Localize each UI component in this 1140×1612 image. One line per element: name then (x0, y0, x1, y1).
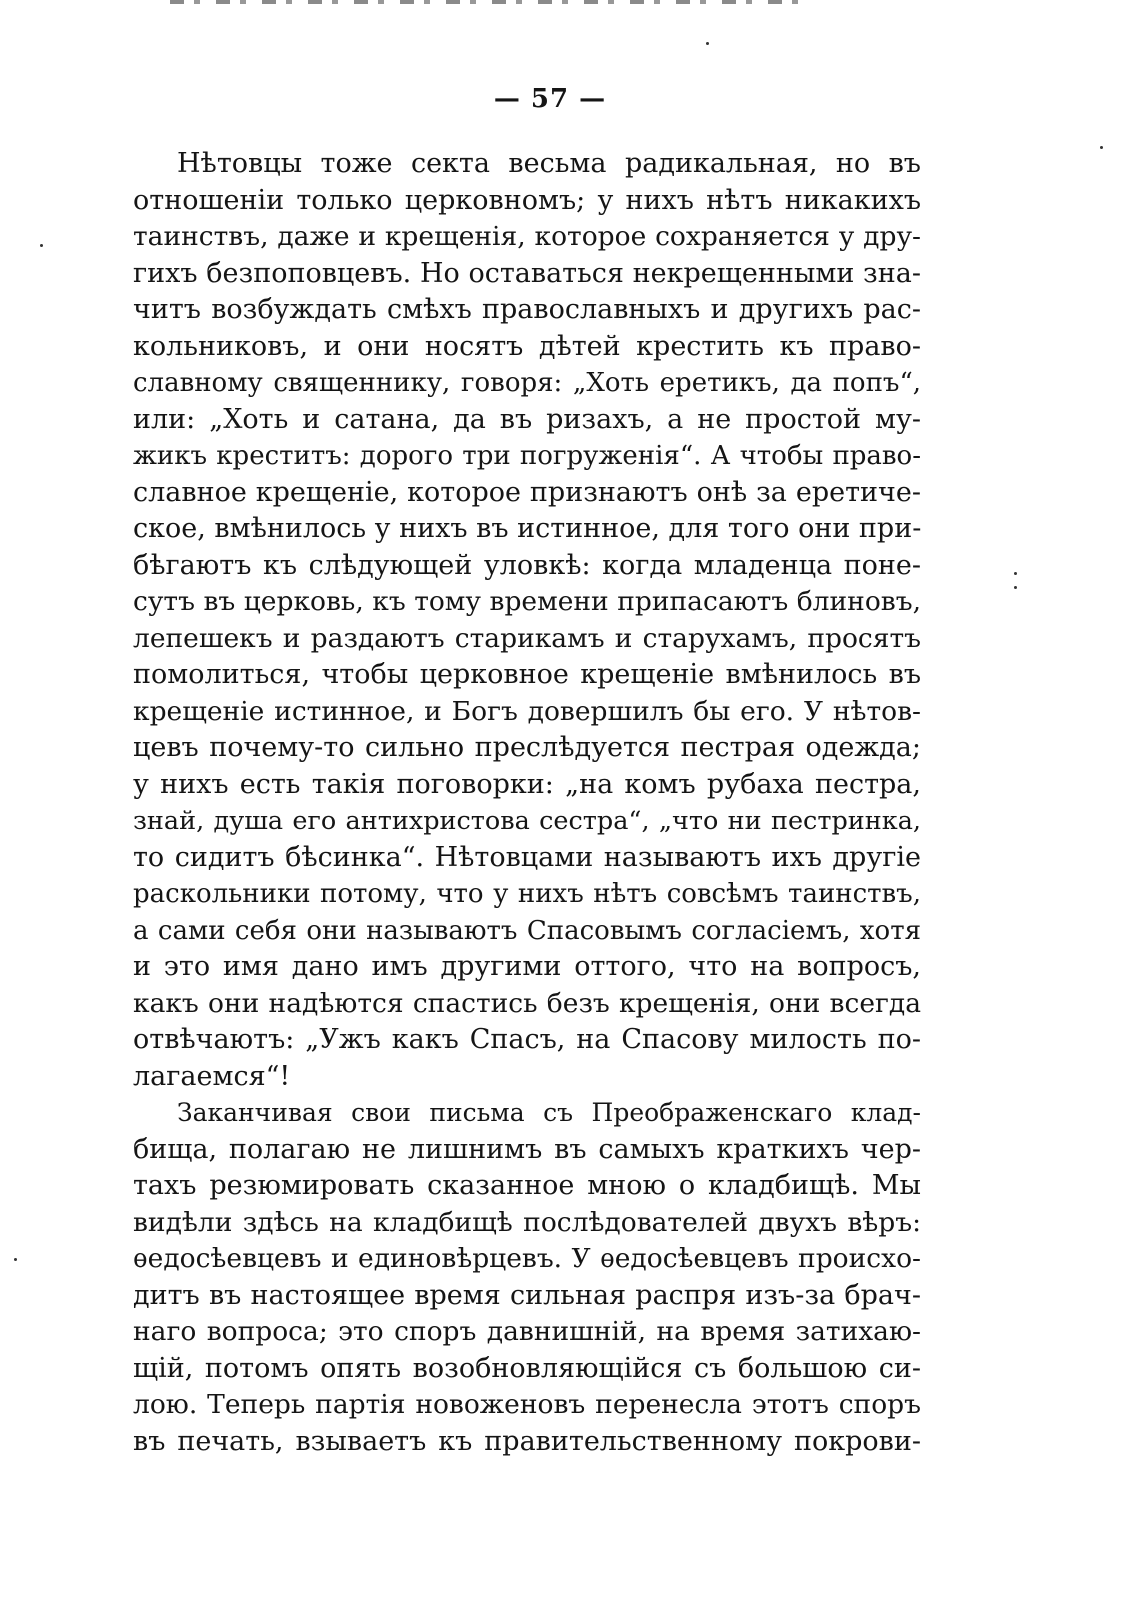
text-line: славное крещеніе, которое признаютъ онѣ за еретиче- (133, 476, 921, 508)
text-line: бѣгаютъ къ слѣдующей уловкѣ: когда младенца поне- (133, 549, 921, 581)
page-number: — 57 — (493, 84, 607, 114)
top-edge-scan-artifact (170, 0, 810, 4)
text-line: помолиться, чтобы церковное крещеніе вмѣнилось въ (133, 659, 921, 690)
text-line: у нихъ есть такія поговорки: „на комъ рубаха пестра, (133, 768, 921, 800)
text-line: лою. Теперь партія новоженовъ перенесла этотъ споръ (133, 1389, 921, 1420)
text-line: ское, вмѣнилось у нихъ въ истинное, для того они при- (133, 513, 922, 544)
text-line: раскольники потому, что у нихъ нѣтъ совсѣмъ таинствъ, (133, 879, 921, 909)
text-line: знай, душа его антихристова сестра“, „что ни пестринка, (133, 806, 921, 836)
text-line: а сами себя они называютъ Спасовымъ согласіемъ, хотя (133, 915, 921, 946)
text-line: крещеніе истинное, и Богъ довершилъ бы его. У нѣтов- (133, 695, 921, 727)
text-line: отношеніи только церковномъ; у нихъ нѣтъ никакихъ (133, 184, 921, 216)
body-text (133, 146, 921, 1460)
text-line: читъ возбуждать смѣхъ православныхъ и другихъ рас- (133, 294, 921, 325)
text-line: ѳедосѣевцевъ и единовѣрцевъ. У ѳедосѣевцевъ происхо- (133, 1243, 921, 1274)
text-line: жикъ креститъ: дорого три погруженія“. А чтобы право- (133, 441, 921, 471)
paragraph-2 (133, 1095, 921, 1460)
text-line: лепешекъ и раздаютъ старикамъ и старухамъ, просятъ (133, 622, 921, 654)
text-line: бища, полагаю не лишнимъ въ самыхъ краткихъ чер- (133, 1133, 921, 1165)
text-line: щій, потомъ опять возобновляющійся съ большою си- (133, 1352, 921, 1384)
text-line: цевъ почему-то сильно преслѣдуется пестрая одежда; (133, 732, 921, 763)
text-line: то сидитъ бѣсинка“. Нѣтовцами называютъ ихъ другіе (133, 841, 921, 873)
text-line: или: „Хоть и сатана, да въ ризахъ, а не простой му- (133, 403, 921, 435)
text-line: наго вопроса; это споръ давнишній, на время затихаю- (133, 1316, 921, 1347)
scan-speck (40, 244, 43, 247)
text-line: какъ они надѣются спастись безъ крещенія, они всегда (133, 987, 921, 1019)
scan-speck (1014, 586, 1017, 589)
text-line: Заканчивая свои письма съ Преображенскаго клад- (177, 1098, 921, 1127)
text-line: сутъ въ церковь, къ тому времени припасаютъ блиновъ, (133, 586, 921, 617)
text-line: въ печать, взываетъ къ правительственному покрови- (133, 1425, 921, 1457)
scan-speck (706, 42, 709, 45)
paragraph-1 (133, 146, 921, 1095)
text-line: таинствъ, даже и крещенія, которое сохраняется у дру- (133, 221, 921, 252)
text-line: отвѣчаютъ: „Ужъ какъ Спасъ, на Спасову милость по- (133, 1024, 921, 1055)
text-line: кольниковъ, и они носятъ дѣтей крестить къ право- (133, 330, 921, 362)
text-line: видѣли здѣсь на кладбищѣ послѣдователей двухъ вѣръ: (133, 1206, 921, 1238)
scan-speck (1014, 572, 1017, 575)
text-line: Нѣтовцы тоже секта весьма радикальная, но въ (177, 148, 921, 179)
text-line: гихъ безпоповцевъ. Но оставаться некрещенными зна- (133, 257, 921, 289)
scan-speck (14, 1258, 17, 1261)
text-line: и это имя дано имъ другими оттого, что на вопросъ, (133, 951, 921, 982)
text-line: дитъ въ настоящее время сильная распря изъ-за брач- (133, 1279, 921, 1311)
text-line: славному священнику, говоря: „Хоть еретикъ, да попъ“, (133, 368, 921, 398)
scan-speck (1100, 146, 1103, 149)
text-line: лагаемся“! (133, 1060, 291, 1092)
text-line: тахъ резюмировать сказанное мною о кладбищѣ. Мы (133, 1170, 921, 1201)
